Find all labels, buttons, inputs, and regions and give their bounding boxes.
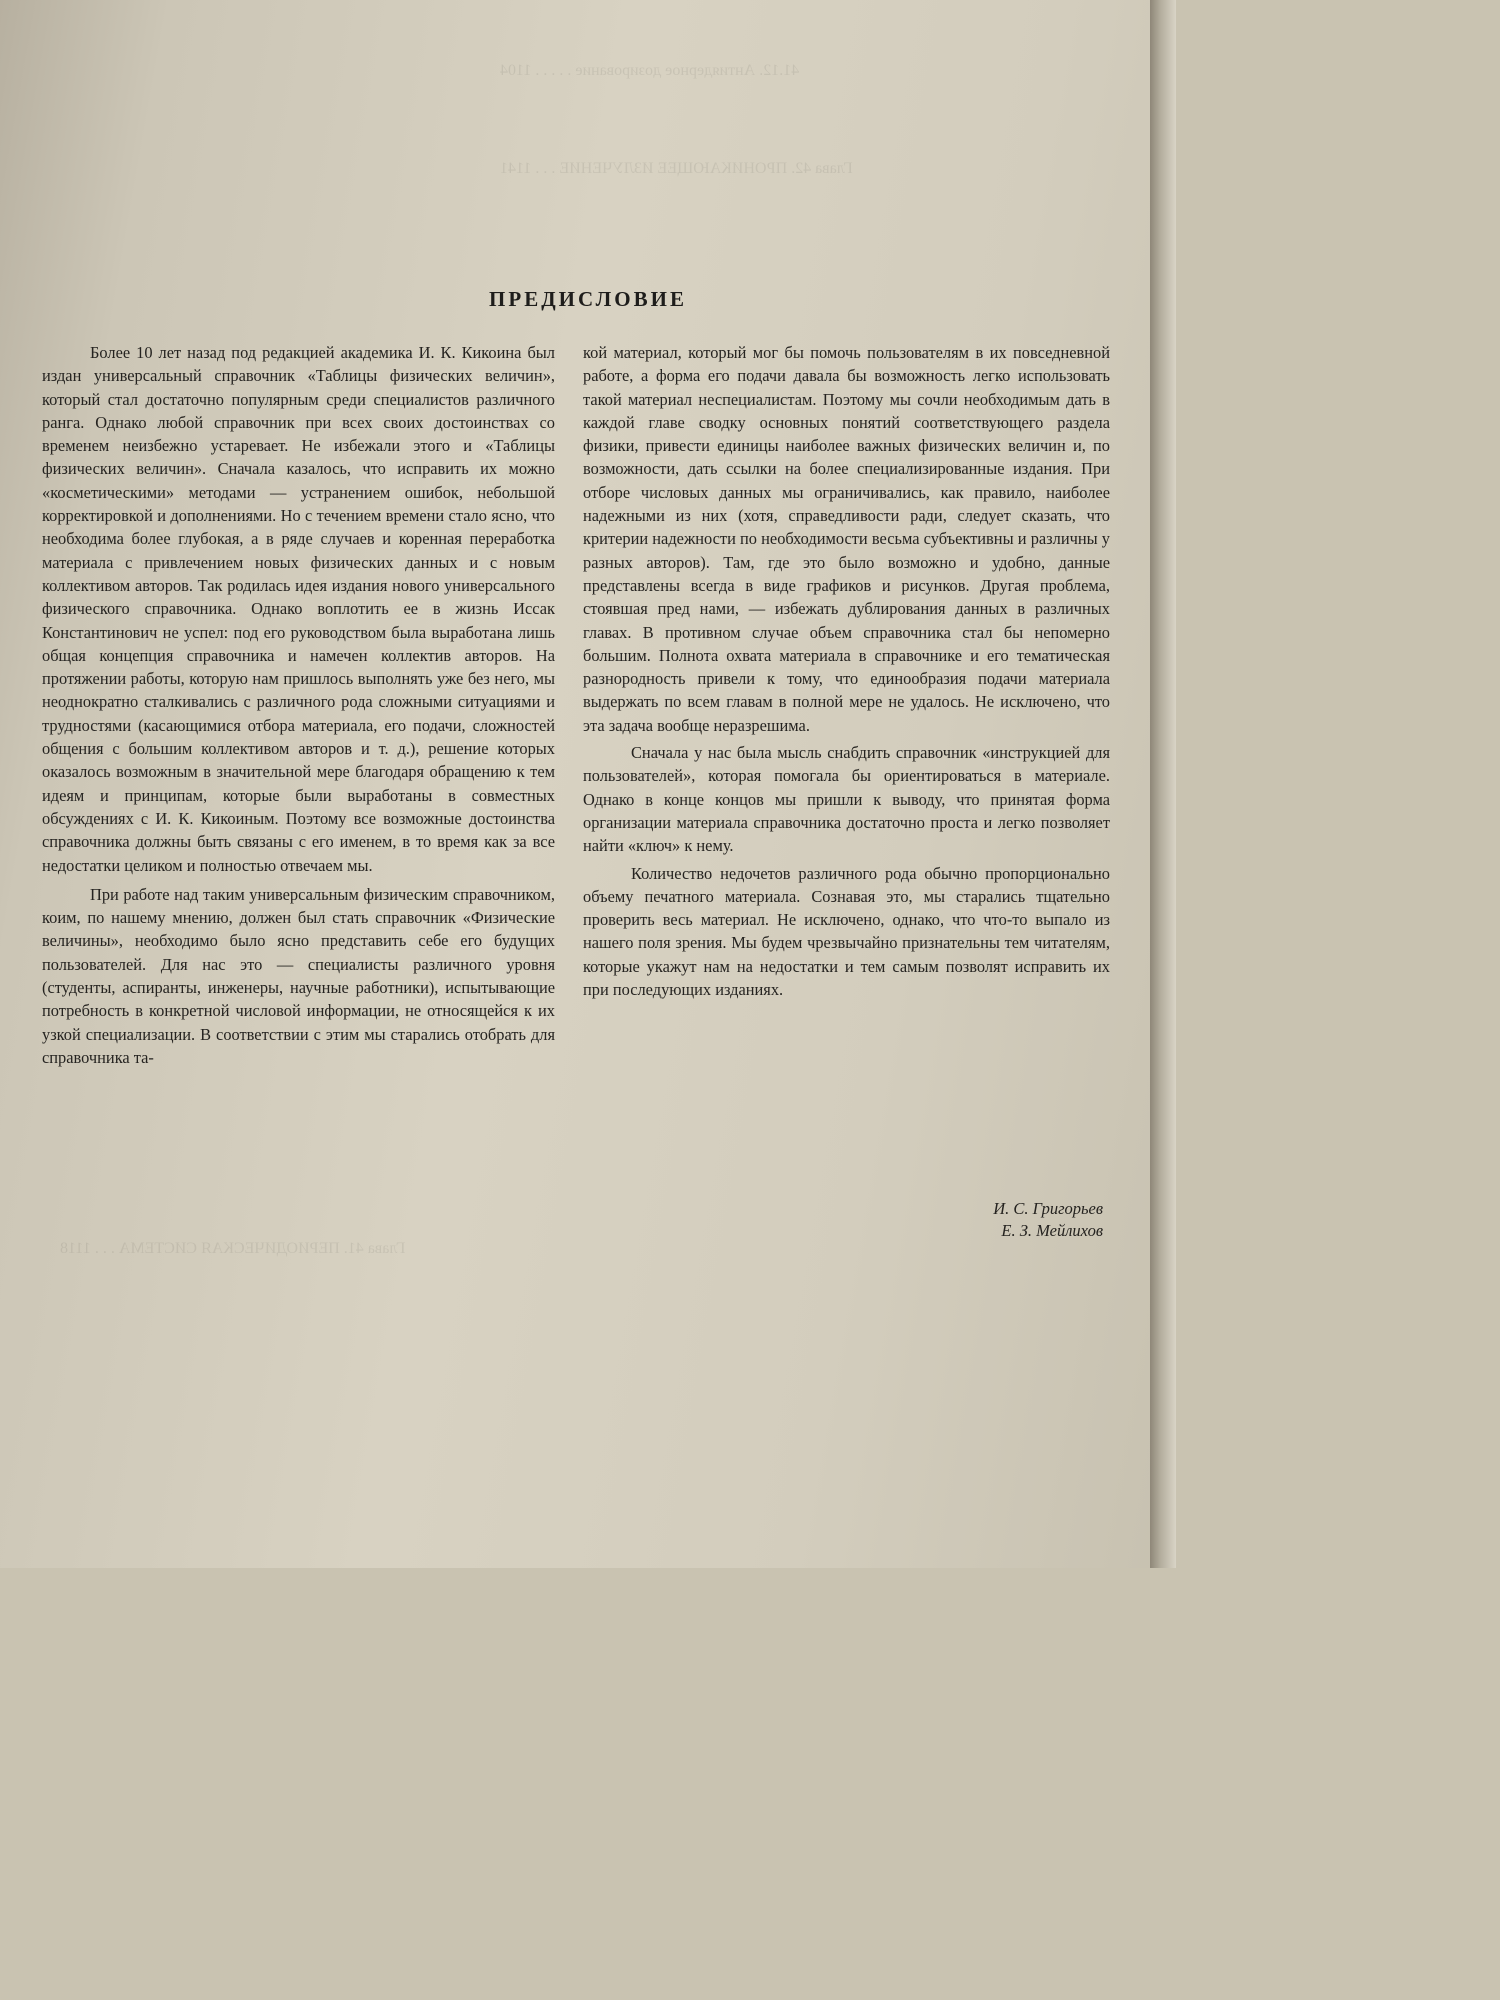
left-column bbox=[42, 341, 555, 1069]
paragraph: Более 10 лет назад под редакцией академика И. К. Кикоина был издан универсальный справочник «Таблицы физических величин», который стал достаточно популярным среди специалистов различного ранга. Однако любой справочник при всех своих достоинствах со временем неизбежно устаревает. Не избежали этого и «Таблицы физических величин». Сначала казалось, что исправить их можно «косметическими» методами — устранением ошибок, небольшой корректировкой и дополнениями. Но с течением времени стало ясно, что необходима более глубокая, а в ряде случаев и коренная переработка материала с привлечением новых физических данных и с новым коллективом авторов. Так родилась идея издания нового универсального физического справочника. Однако воплотить ее в жизнь Иссак Константинович не успел: под его руководством была выработана лишь общая концепция справочника и намечен коллектив авторов. На протяжении работы, которую нам пришлось выполнять уже без него, мы неоднократно сталкивались с различного рода сложными ситуациями и трудностями (касающимися отбора материала, его подачи, сложностей общения с большим коллективом авторов и т. д.), решение которых оказалось возможным в значительной мере благодаря обращению к тем идеям и принципам, которые были выработаны в совместных обсуждениях с И. К. Кикоиным. Поэтому все возможные достоинства справочника должны быть связаны с его именем, в то время как за все недостатки целиком и полностью отвечаем мы. bbox=[42, 343, 555, 875]
bleed-through-text: Глава 41. ПЕРИОДИЧЕСКАЯ СИСТЕМА . . . 1118 bbox=[60, 1240, 406, 1257]
paragraph: кой материал, который мог бы помочь пользователям в их повседневной работе, а форма его подачи давала бы возможность легко использовать такой материал неспециалистам. Поэтому мы сочли необходимым дать в каждой главе сводку основных понятий соответствующего раздела физики, привести единицы наиболее важных физических величин и, по возможности, дать ссылки на более специализированные издания. При отборе числовых данных мы ограничивались, как правило, наиболее надежными из них (хотя, справедливости ради, следует сказать, что критерии надежности по необходимости весьма субъективны и различны у разных авторов). Там, где это было возможно и удобно, данные представлены всегда в виде графиков и рисунков. Другая проблема, стоявшая пред нами, — избежать дублирования данных в различных главах. В противном случае объем справочника стал бы непомерно большим. Полнота охвата материала в справочнике и его тематическая разнородность привели к тому, что единообразия подачи материала выдержать по всем главам в полной мере не удалось. Не исключено, что эта задача вообще неразрешима. bbox=[583, 343, 1110, 735]
page-edge bbox=[1150, 0, 1176, 1568]
paragraph: При работе над таким универсальным физическим справочником, коим, по нашему мнению, должен был стать справочник «Физические величины», необходимо было ясно представить себе его будущих пользователей. Для нас это — специалисты различного уровня (студенты, аспиранты, инженеры, научные работники), испытывающие потребность в конкретной числовой информации, не относящейся к их узкой специализации. В соответствии с этим мы старались отобрать для справочника та- bbox=[42, 884, 555, 1067]
bleed-through-text: 41.12. Антиядерное дозирование . . . . . 1104 bbox=[500, 62, 800, 79]
author-signature: Е. З. Мейлихов bbox=[1001, 1221, 1103, 1240]
paragraph: Сначала у нас была мысль снабдить справочник «инструкцией для пользователей», которая помогала бы ориентироваться в материале. Однако в конце концов мы пришли к выводу, что принятая форма организации материала справочника достаточно проста и легко позволяет найти «ключ» к нему. bbox=[583, 743, 1110, 856]
page-title: ПРЕДИСЛОВИЕ bbox=[489, 287, 687, 311]
paragraph: Количество недочетов различного рода обычно пропорционально объему печатного материала. Сознавая это, мы старались тщательно проверить весь материал. Не исключено, однако, что что-то выпало из нашего поля зрения. Мы будем чрезвычайно признательны тем читателям, которые укажут нам на недостатки и тем самым позволят исправить их при последующих изданиях. bbox=[583, 863, 1110, 1000]
right-column bbox=[583, 341, 1110, 1001]
bleed-through-text: Глава 42. ПРОНИКАЮЩЕЕ ИЗЛУЧЕНИЕ . . . 1141 bbox=[500, 160, 853, 177]
author-signature: И. С. Григорьев bbox=[993, 1199, 1103, 1218]
